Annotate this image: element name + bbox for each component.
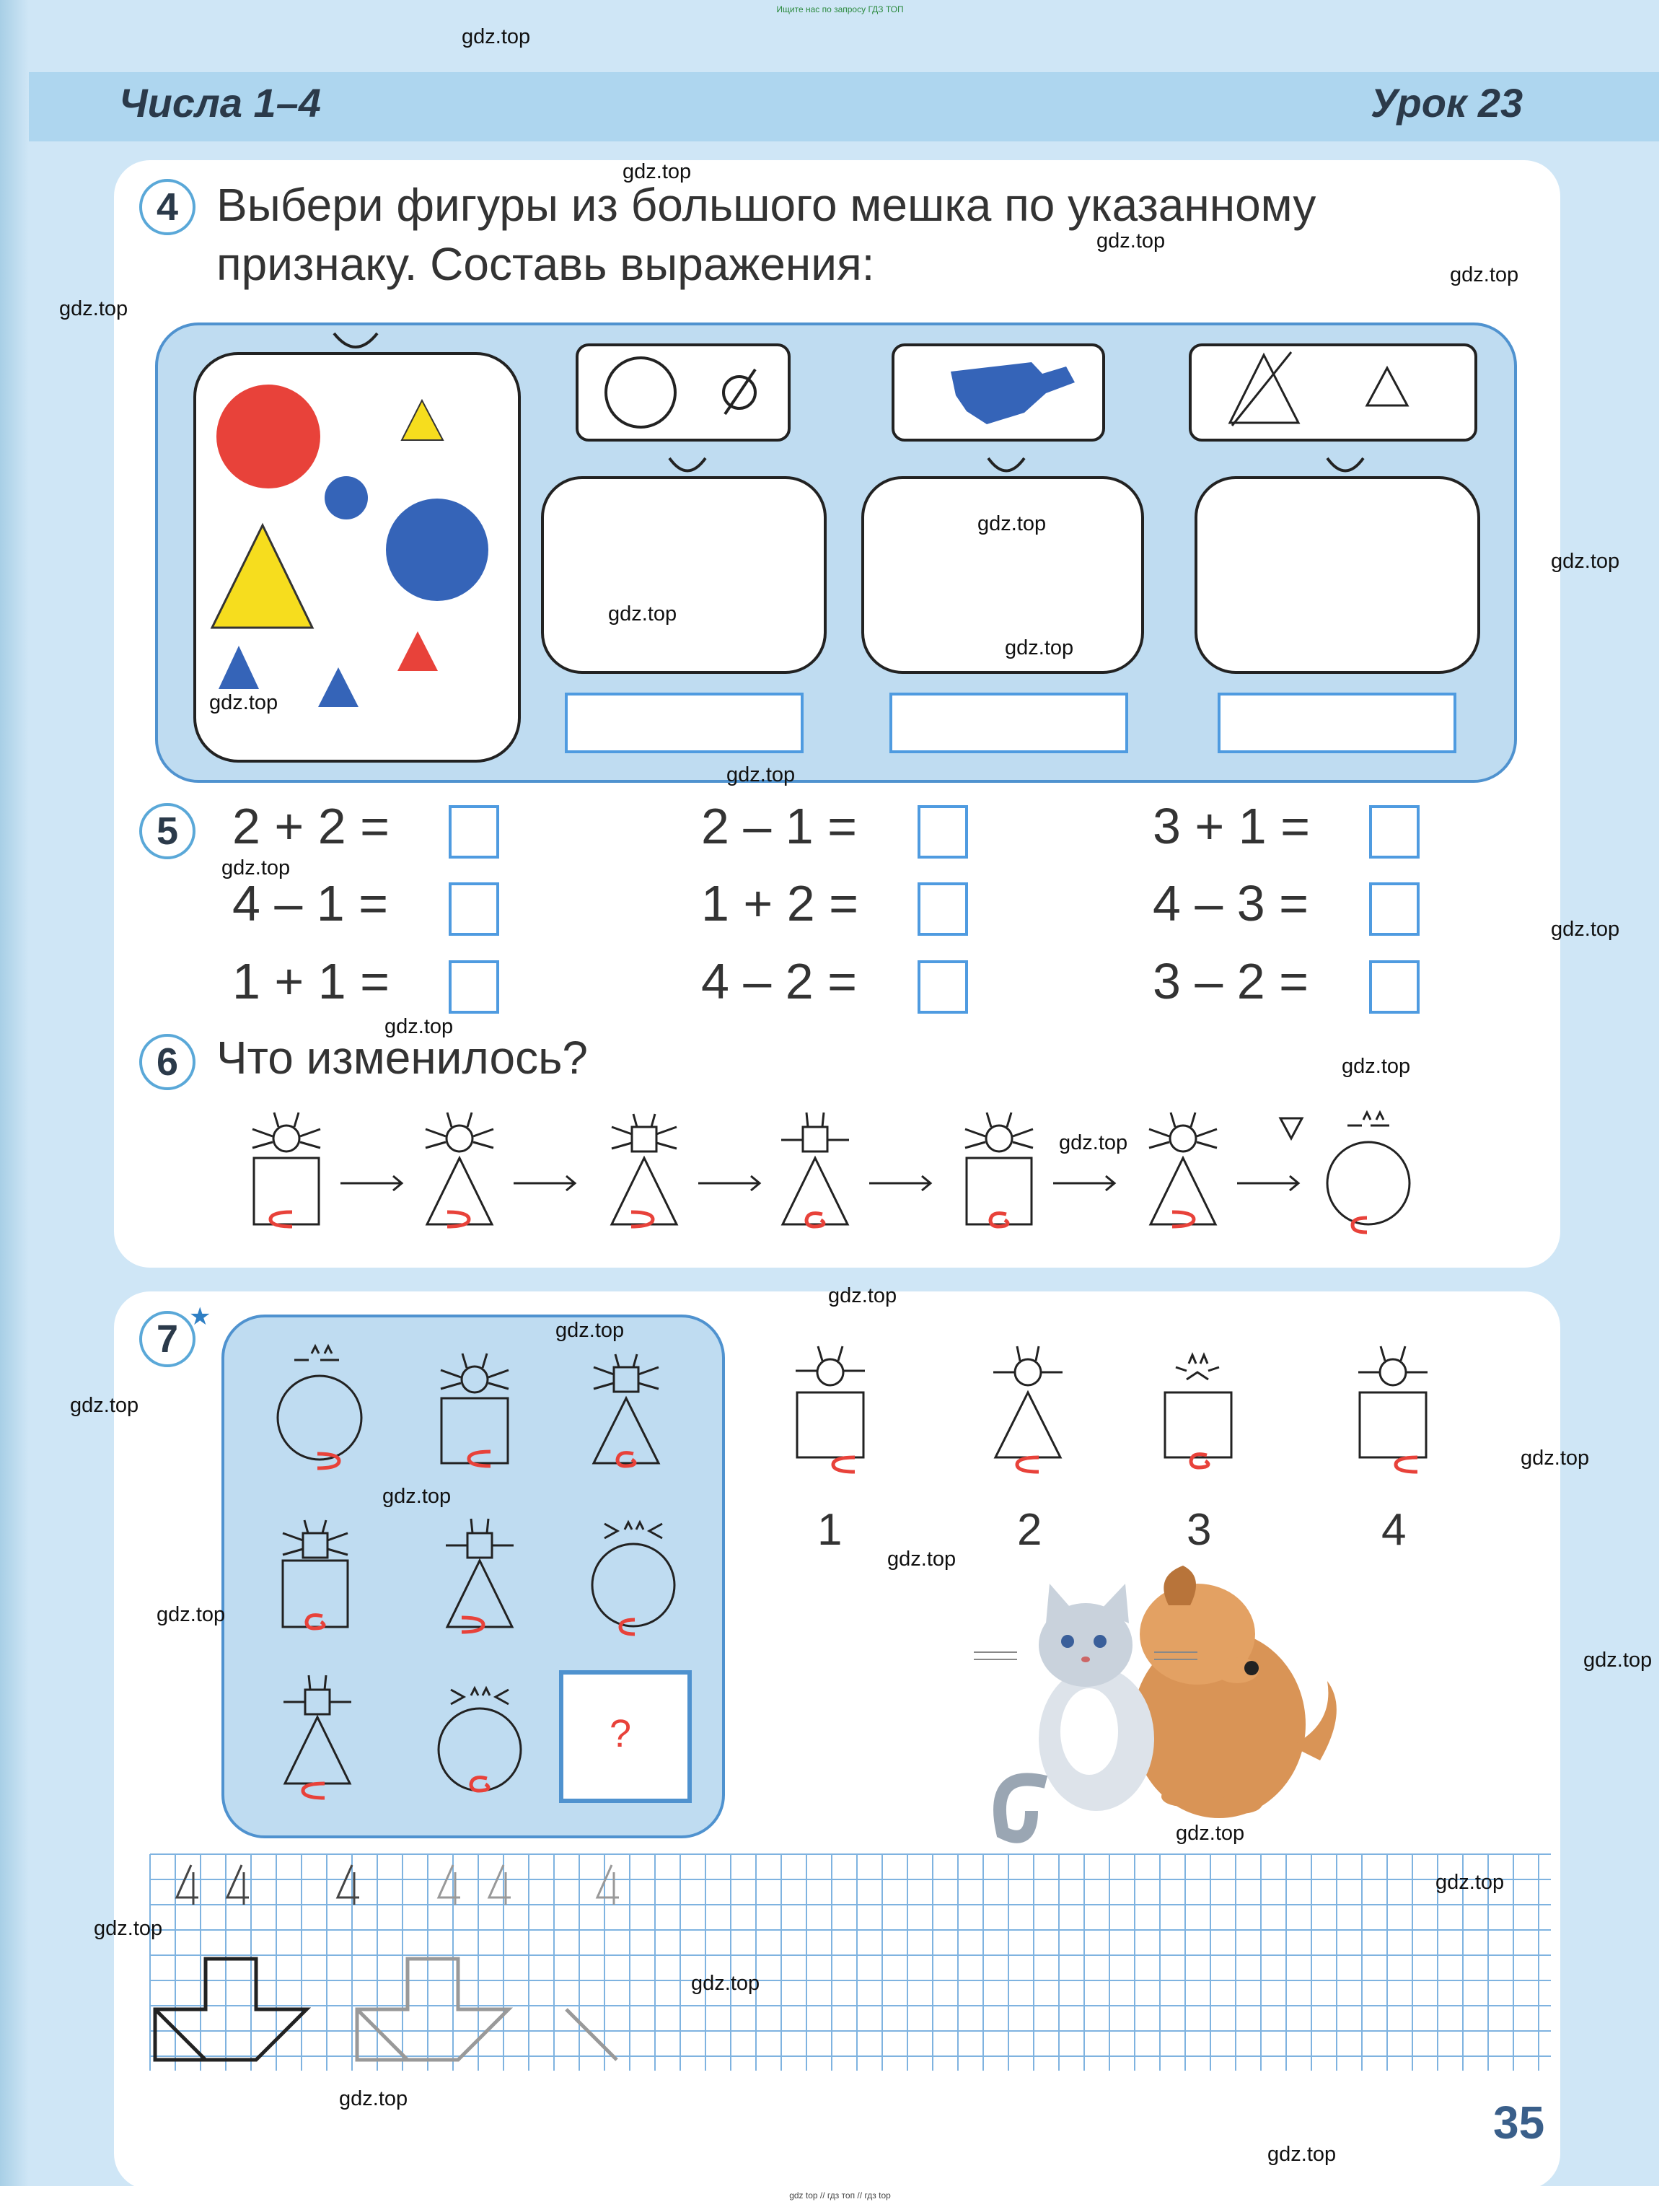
watermark: gdz.top <box>608 602 677 626</box>
bottom-note: gdz top // гдз топ // гдз top <box>789 2190 891 2201</box>
watermark: gdz.top <box>384 1015 454 1038</box>
watermark: gdz.top <box>70 1394 139 1417</box>
watermark: gdz.top <box>1005 636 1074 659</box>
watermark: gdz.top <box>623 160 692 183</box>
watermark: gdz.top <box>1521 1447 1590 1470</box>
watermark: gdz.top <box>1551 550 1620 573</box>
copy-digit-fours <box>177 1865 619 1905</box>
watermark: gdz.top <box>157 1603 226 1626</box>
watermark: gdz.top <box>1450 263 1519 286</box>
watermark: gdz.top <box>462 25 531 48</box>
option-4-label: 4 <box>1381 1505 1407 1555</box>
watermark: gdz.top <box>1551 918 1620 941</box>
expression-8: 4 – 2 = <box>701 953 858 1009</box>
watermark: gdz.top <box>221 856 291 879</box>
watermark: gdz.top <box>1267 2143 1337 2166</box>
watermark: gdz.top <box>1342 1055 1411 1078</box>
task5-number: 5 <box>139 803 195 859</box>
option-3-label: 3 <box>1187 1505 1212 1555</box>
option-1-label: 1 <box>817 1505 843 1555</box>
pattern-figure-2 <box>357 1959 617 2060</box>
expression-9: 3 – 2 = <box>1153 953 1309 1009</box>
option-2-label: 2 <box>1017 1505 1042 1555</box>
task4-text-line2: признаку. Составь выражения: <box>216 238 875 290</box>
watermark: gdz.top <box>1583 1649 1653 1672</box>
pattern-figure-1 <box>155 1959 307 2060</box>
watermark: gdz.top <box>209 691 278 714</box>
expression-6: 4 – 3 = <box>1153 875 1309 931</box>
lesson-title: Урок 23 <box>1371 80 1523 126</box>
expression-3: 3 + 1 = <box>1153 798 1310 854</box>
task7-number: 7 <box>139 1311 195 1367</box>
watermark: gdz.top <box>59 297 128 320</box>
watermark: gdz.top <box>887 1548 956 1571</box>
watermark: gdz.top <box>1059 1131 1128 1154</box>
question-mark: ? <box>610 1712 632 1755</box>
task6-number: 6 <box>139 1034 195 1090</box>
watermark: gdz.top <box>94 1917 163 1940</box>
watermark: gdz.top <box>726 763 796 786</box>
watermark: gdz.top <box>555 1319 625 1342</box>
top-note: Ищите нас по запросу ГДЗ ТОП <box>776 4 904 14</box>
watermark: gdz.top <box>977 512 1047 535</box>
star-icon: ★ <box>189 1303 211 1330</box>
watermark: gdz.top <box>1176 1822 1245 1845</box>
watermark: gdz.top <box>828 1284 897 1307</box>
expression-7: 1 + 1 = <box>232 953 390 1009</box>
page-number: 35 <box>1493 2097 1545 2149</box>
watermark: gdz.top <box>1435 1871 1505 1894</box>
watermark: gdz.top <box>339 2087 408 2110</box>
expression-1: 2 + 2 = <box>232 798 390 854</box>
watermark: gdz.top <box>382 1485 452 1508</box>
watermark: gdz.top <box>1096 229 1166 253</box>
topic-title: Числа 1–4 <box>119 80 321 126</box>
task4-number: 4 <box>139 179 195 235</box>
task4-text-line1: Выбери фигуры из большого мешка по указанному <box>216 179 1316 231</box>
task6-text: Что изменилось? <box>216 1032 588 1084</box>
expression-2: 2 – 1 = <box>701 798 858 854</box>
watermark: gdz.top <box>691 1972 760 1995</box>
expression-5: 1 + 2 = <box>701 875 858 931</box>
expression-4: 4 – 1 = <box>232 875 389 931</box>
